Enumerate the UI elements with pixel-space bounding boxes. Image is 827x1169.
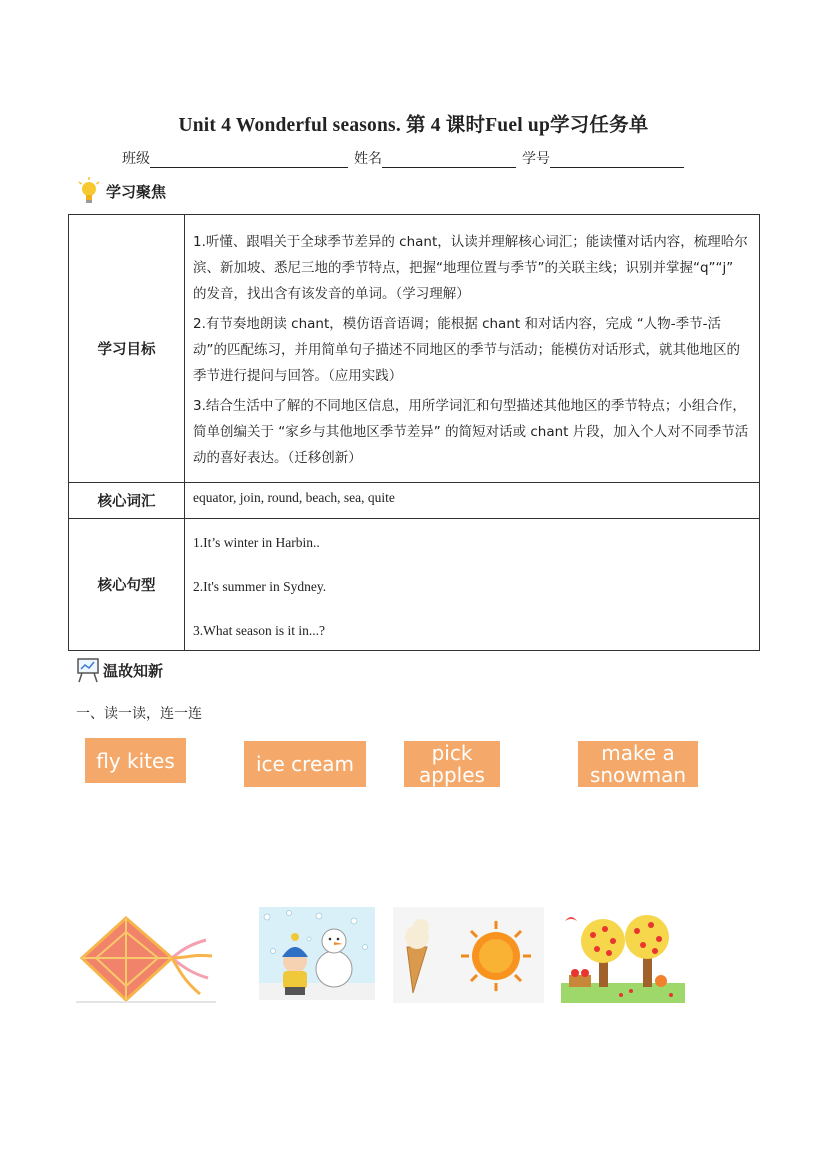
word-card-text: fly kites [96, 748, 175, 773]
sentence-item: 2.It's summer in Sydney. [193, 578, 327, 594]
learning-focus-table [68, 214, 760, 651]
word-card-text: ice cream [255, 752, 355, 776]
focus-section-heading [76, 176, 166, 206]
word-card-text: snowman [589, 763, 687, 787]
word-card-text: apples [419, 763, 485, 787]
page-title: Unit 4 Wonderful seasons. 第 4 课时Fuel up学习任务单 [178, 115, 649, 136]
easel-icon [76, 657, 100, 683]
student-info-line [122, 148, 690, 168]
word-card-text: make a [601, 741, 675, 765]
goals-content [185, 215, 760, 483]
name-blank[interactable] [382, 152, 516, 168]
word-card-ice-cream[interactable] [244, 741, 366, 787]
review-heading-text: 温故知新 [103, 661, 164, 680]
class-label: 班级 [122, 151, 150, 167]
sentence-label: 核心句型 [69, 519, 185, 651]
lightbulb-icon [76, 176, 102, 206]
ice-cream-sun-picture[interactable] [393, 907, 544, 1003]
word-card-make-a-snowman[interactable] [578, 741, 698, 787]
apple-trees-picture[interactable] [561, 911, 685, 1003]
sentence-item: 1.It’s winter in Harbin.. [193, 534, 320, 550]
table-row [69, 215, 760, 483]
sentence-content [185, 519, 760, 651]
name-label: 姓名 [354, 151, 382, 167]
snowman-picture[interactable] [259, 907, 375, 1000]
goal-item: 1.听懂、跟唱关于全球季节差异的 chant，认读并理解核心词汇；能读懂对话内容，梳理哈尔滨、新加坡、悉尼三地的季节特点，把握“地理位置与季节”的关联主线；识别并掌握“q”“j” 的发音，找出含有该发音的单词。（学习理解） [193, 233, 748, 302]
class-blank[interactable] [150, 152, 348, 168]
number-label: 学号 [522, 151, 550, 167]
goals-label: 学习目标 [69, 215, 185, 483]
focus-heading-text: 学习聚焦 [106, 182, 167, 201]
word-card-text: pick [431, 741, 473, 765]
goal-item: 3.结合生活中了解的不同地区信息，用所学词汇和句型描述其他地区的季节特点；小组合作，简单创编关于 “家乡与其他地区季节差异” 的简短对话或 chant 片段，加入个人对不同季节活动的喜好表达。（迁移创新） [193, 397, 749, 466]
vocab-label: 核心词汇 [69, 483, 185, 519]
question-1-text: 一、读一读，连一连 [76, 706, 202, 722]
word-card-pick-apples[interactable] [404, 741, 500, 787]
review-section-heading [76, 657, 163, 683]
table-row [69, 483, 760, 519]
sentence-item: 3.What season is it in...? [193, 622, 325, 638]
goal-item: 2.有节奏地朗读 chant，模仿语音语调；能根据 chant 和对话内容，完成 “人物-季节-活动”的匹配练习，并用简单句子描述不同地区的季节与活动；能模仿对话形式，就其他地区的季节进行提问与回答。（应用实践） [193, 315, 740, 384]
table-row [69, 519, 760, 651]
word-card-fly-kites[interactable] [85, 738, 186, 783]
vocab-content: equator, join, round, beach, sea, quite [185, 483, 760, 519]
number-blank[interactable] [550, 152, 684, 168]
kite-picture[interactable] [76, 914, 216, 1006]
